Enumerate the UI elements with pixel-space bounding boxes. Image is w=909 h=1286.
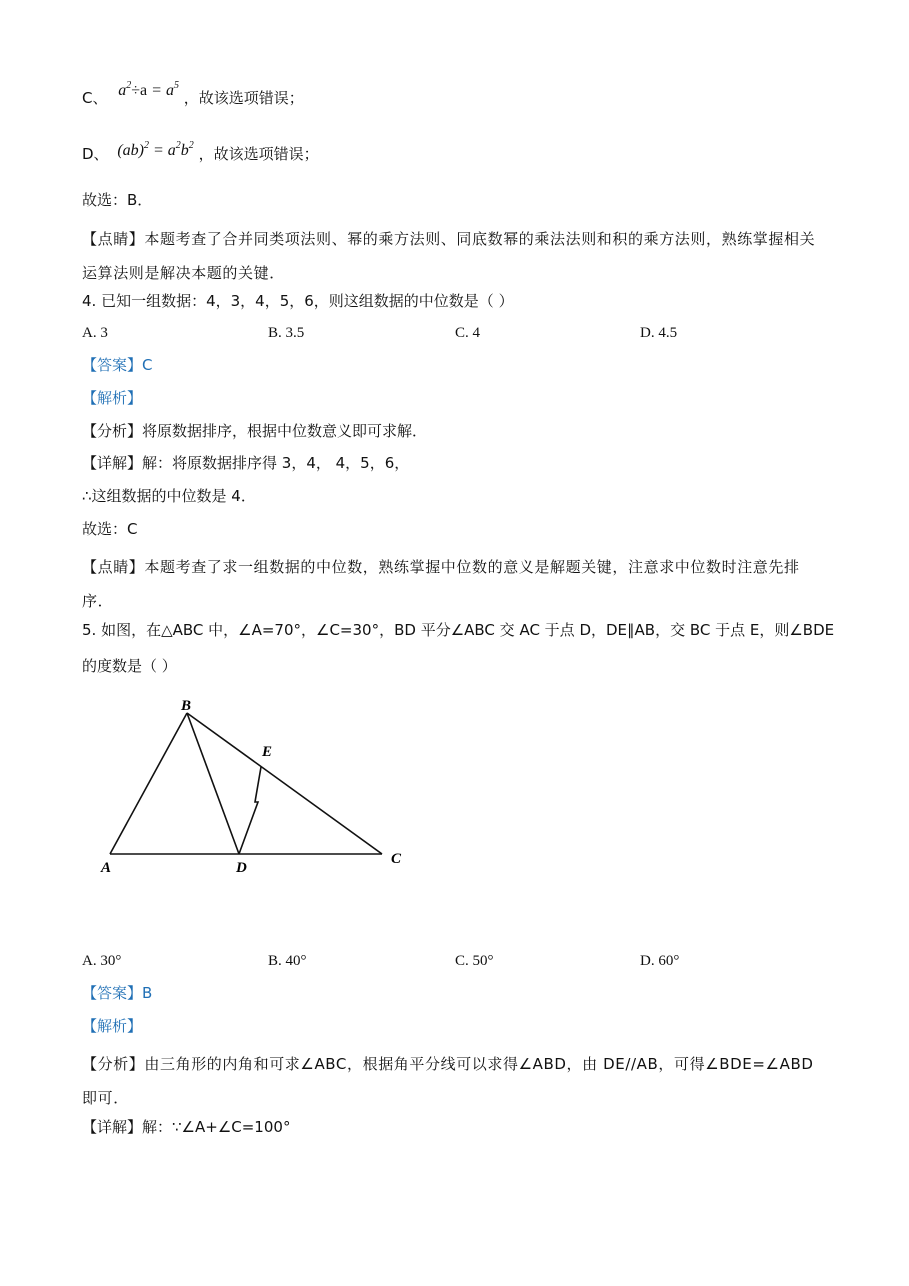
q4-comment: 【点睛】本题考查了求一组数据的中位数，熟练掌握中位数的意义是解题关键，注意求中位数时注意先排序． bbox=[82, 558, 800, 610]
segment-ab bbox=[110, 713, 187, 854]
option-c-line bbox=[82, 80, 304, 109]
q4-analysis: 【分析】将原数据排序，根据中位数意义即可求解． bbox=[82, 422, 428, 440]
segment-bd bbox=[187, 713, 239, 854]
label-b: B bbox=[181, 698, 192, 714]
q4-stem: 4. 已知一组数据：4，3，4，5，6，则这组数据的中位数是（ ） bbox=[82, 292, 514, 310]
segment-de bbox=[239, 767, 261, 854]
q5-detail: 【详解】解：∵∠A+∠C=100° bbox=[82, 1118, 291, 1136]
q5-answer: 【答案】B bbox=[82, 984, 153, 1002]
option-c-formula: $a^2\div a = a^5$ bbox=[118, 80, 179, 99]
q5-analysis: 【分析】由三角形的内角和可求∠ABC，根据角平分线可以求得∠ABD，由 DE//AB，可得∠BDE=∠ABD 即可． bbox=[82, 1055, 814, 1107]
q4-answer: 【答案】C bbox=[82, 356, 153, 374]
q5-stem-line1: 5. 如图，在△ABC 中，∠A=70°，∠C=30°，BD 平分∠ABC 交 AC 于点 D，DE∥AB，交 BC 于点 E，则∠BDE bbox=[82, 621, 835, 639]
q3-comment: 【点睛】本题考查了合并同类项法则、幂的乘方法则、同底数幂的乘法法则和积的乘方法则，熟练掌握相关运算法则是解决本题的关键． bbox=[82, 230, 816, 282]
q5-option-c: C. 50° bbox=[455, 953, 494, 969]
q4-option-a: A. 3 bbox=[82, 325, 108, 341]
option-d-line bbox=[82, 140, 319, 165]
option-d-suffix: ，故该选项错误； bbox=[198, 145, 319, 163]
option-d-formula: $(ab)^2 = a^2b^2$ bbox=[117, 140, 194, 159]
q4-choice: 故选：C bbox=[82, 520, 138, 538]
q4-option-d: D. 4.5 bbox=[640, 325, 678, 341]
q4-detail: 【详解】解：将原数据排序得 3，4， 4，5，6， bbox=[82, 454, 410, 472]
q5-option-d: D. 60° bbox=[640, 953, 680, 969]
triangle-figure bbox=[90, 690, 510, 890]
segment-bc bbox=[187, 713, 382, 854]
q4-analysis-tag: 【解析】 bbox=[82, 389, 143, 407]
label-d: D bbox=[236, 860, 247, 876]
option-c-label: C、 bbox=[82, 89, 108, 107]
label-a: A bbox=[101, 860, 112, 876]
q4-option-b: B. 3.5 bbox=[268, 325, 305, 341]
q5-option-a: A. 30° bbox=[82, 953, 122, 969]
q5-analysis-tag: 【解析】 bbox=[82, 1017, 143, 1035]
q4-option-c: C. 4 bbox=[455, 325, 481, 341]
q4-therefore: ∴这组数据的中位数是 4． bbox=[82, 487, 256, 505]
option-d-label: D、 bbox=[82, 145, 109, 163]
q3-choice: 故选：B． bbox=[82, 191, 153, 209]
q5-option-b: B. 40° bbox=[268, 953, 307, 969]
option-c-suffix: ，故该选项错误； bbox=[183, 89, 304, 107]
label-c: C bbox=[391, 851, 402, 867]
label-e: E bbox=[262, 744, 273, 760]
q5-stem-line2: 的度数是（ ） bbox=[82, 657, 177, 675]
